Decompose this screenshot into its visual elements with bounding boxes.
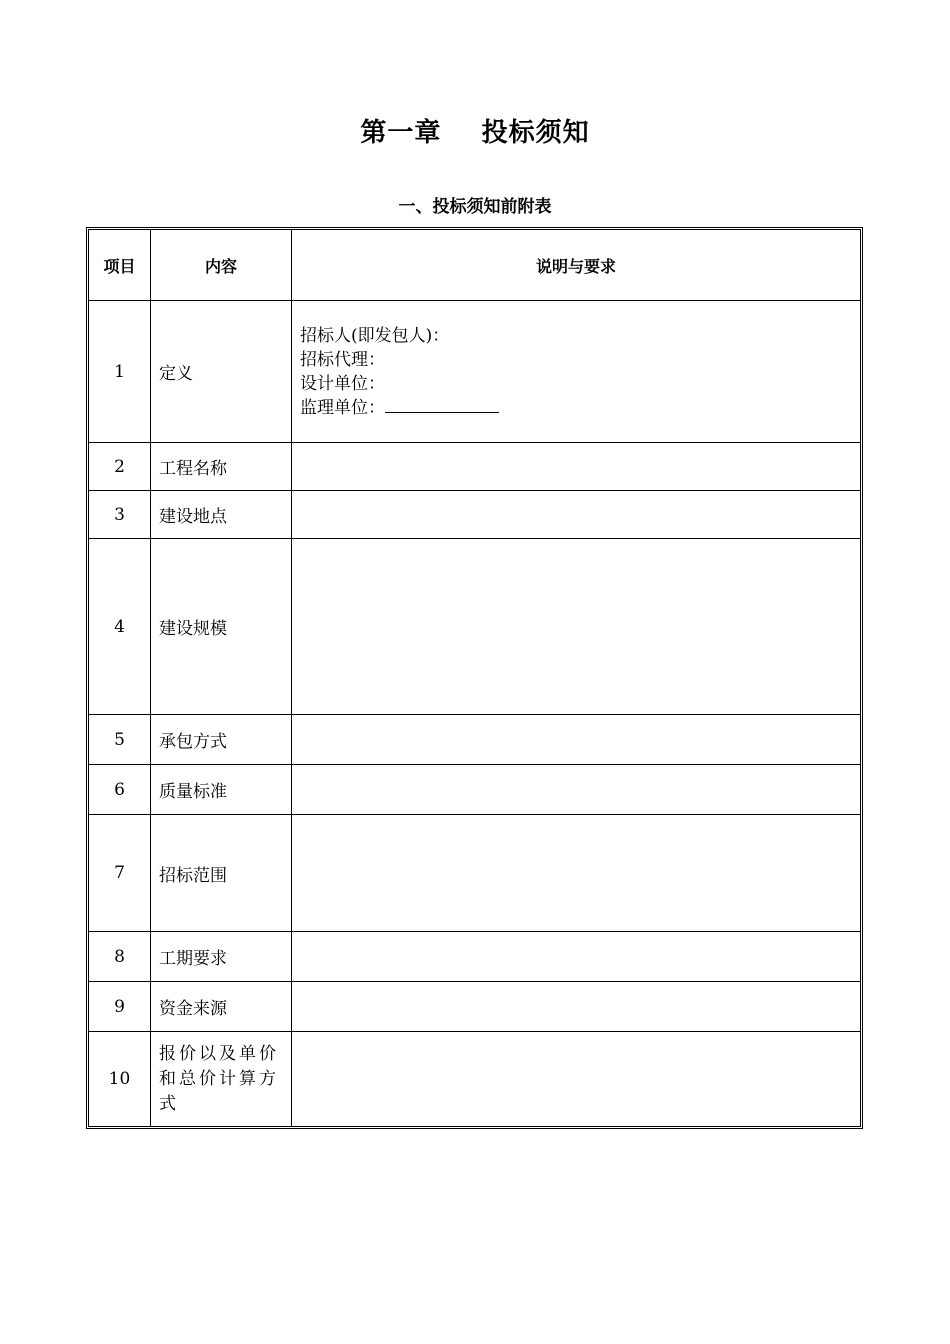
- row-number: 3: [89, 491, 151, 539]
- row-number: 5: [89, 715, 151, 765]
- row-number: 10: [89, 1032, 151, 1127]
- row-number: 7: [89, 815, 151, 932]
- header-content: 内容: [151, 230, 292, 301]
- row-number: 1: [89, 301, 151, 443]
- row-content: 建设地点: [151, 491, 292, 539]
- row-number: 9: [89, 982, 151, 1032]
- chapter-title: 第一章 投标须知: [360, 118, 590, 148]
- row-details: [292, 815, 861, 932]
- table-row: [89, 1032, 861, 1127]
- row-details: [292, 1032, 861, 1127]
- table-row: [89, 715, 861, 765]
- row-content: 工期要求: [151, 932, 292, 982]
- table-row: [89, 443, 861, 491]
- header-description: 说明与要求: [292, 230, 861, 301]
- row-details: [292, 765, 861, 815]
- row-content: 建设规模: [151, 539, 292, 715]
- row-details: [292, 443, 861, 491]
- bid-instructions-table: [86, 227, 863, 1129]
- table-row: [89, 765, 861, 815]
- definition-agent: 招标代理：: [300, 349, 385, 370]
- row-number: 4: [89, 539, 151, 715]
- row-content: 招标范围: [151, 815, 292, 932]
- row-details: [292, 982, 861, 1032]
- table-row: [89, 932, 861, 982]
- row-details: [292, 301, 861, 443]
- row-content: 定义: [151, 301, 292, 443]
- definition-designer: 设计单位：: [300, 373, 385, 394]
- table-header-row: [89, 230, 861, 301]
- table-row: [89, 982, 861, 1032]
- blank-fill-line: [385, 396, 499, 413]
- row-content: 资金来源: [151, 982, 292, 1032]
- row-content: 承包方式: [151, 715, 292, 765]
- table-row: [89, 491, 861, 539]
- header-item: 项目: [89, 230, 151, 301]
- row-details: [292, 491, 861, 539]
- row-number: 8: [89, 932, 151, 982]
- table-row: [89, 301, 861, 443]
- definition-supervisor: 监理单位：: [300, 397, 385, 418]
- definition-tenderer: 招标人(即发包人)：: [300, 325, 450, 346]
- row-content: 工程名称: [151, 443, 292, 491]
- table-row: [89, 815, 861, 932]
- row-details: [292, 715, 861, 765]
- section-title: 一、投标须知前附表: [398, 197, 552, 217]
- row-content: 报价以及单价和总价计算方式: [151, 1032, 292, 1127]
- row-number: 6: [89, 765, 151, 815]
- row-details: [292, 932, 861, 982]
- row-details: [292, 539, 861, 715]
- definition-supervisor-line: [300, 396, 852, 420]
- row-number: 2: [89, 443, 151, 491]
- table-row: [89, 539, 861, 715]
- row-content: 质量标准: [151, 765, 292, 815]
